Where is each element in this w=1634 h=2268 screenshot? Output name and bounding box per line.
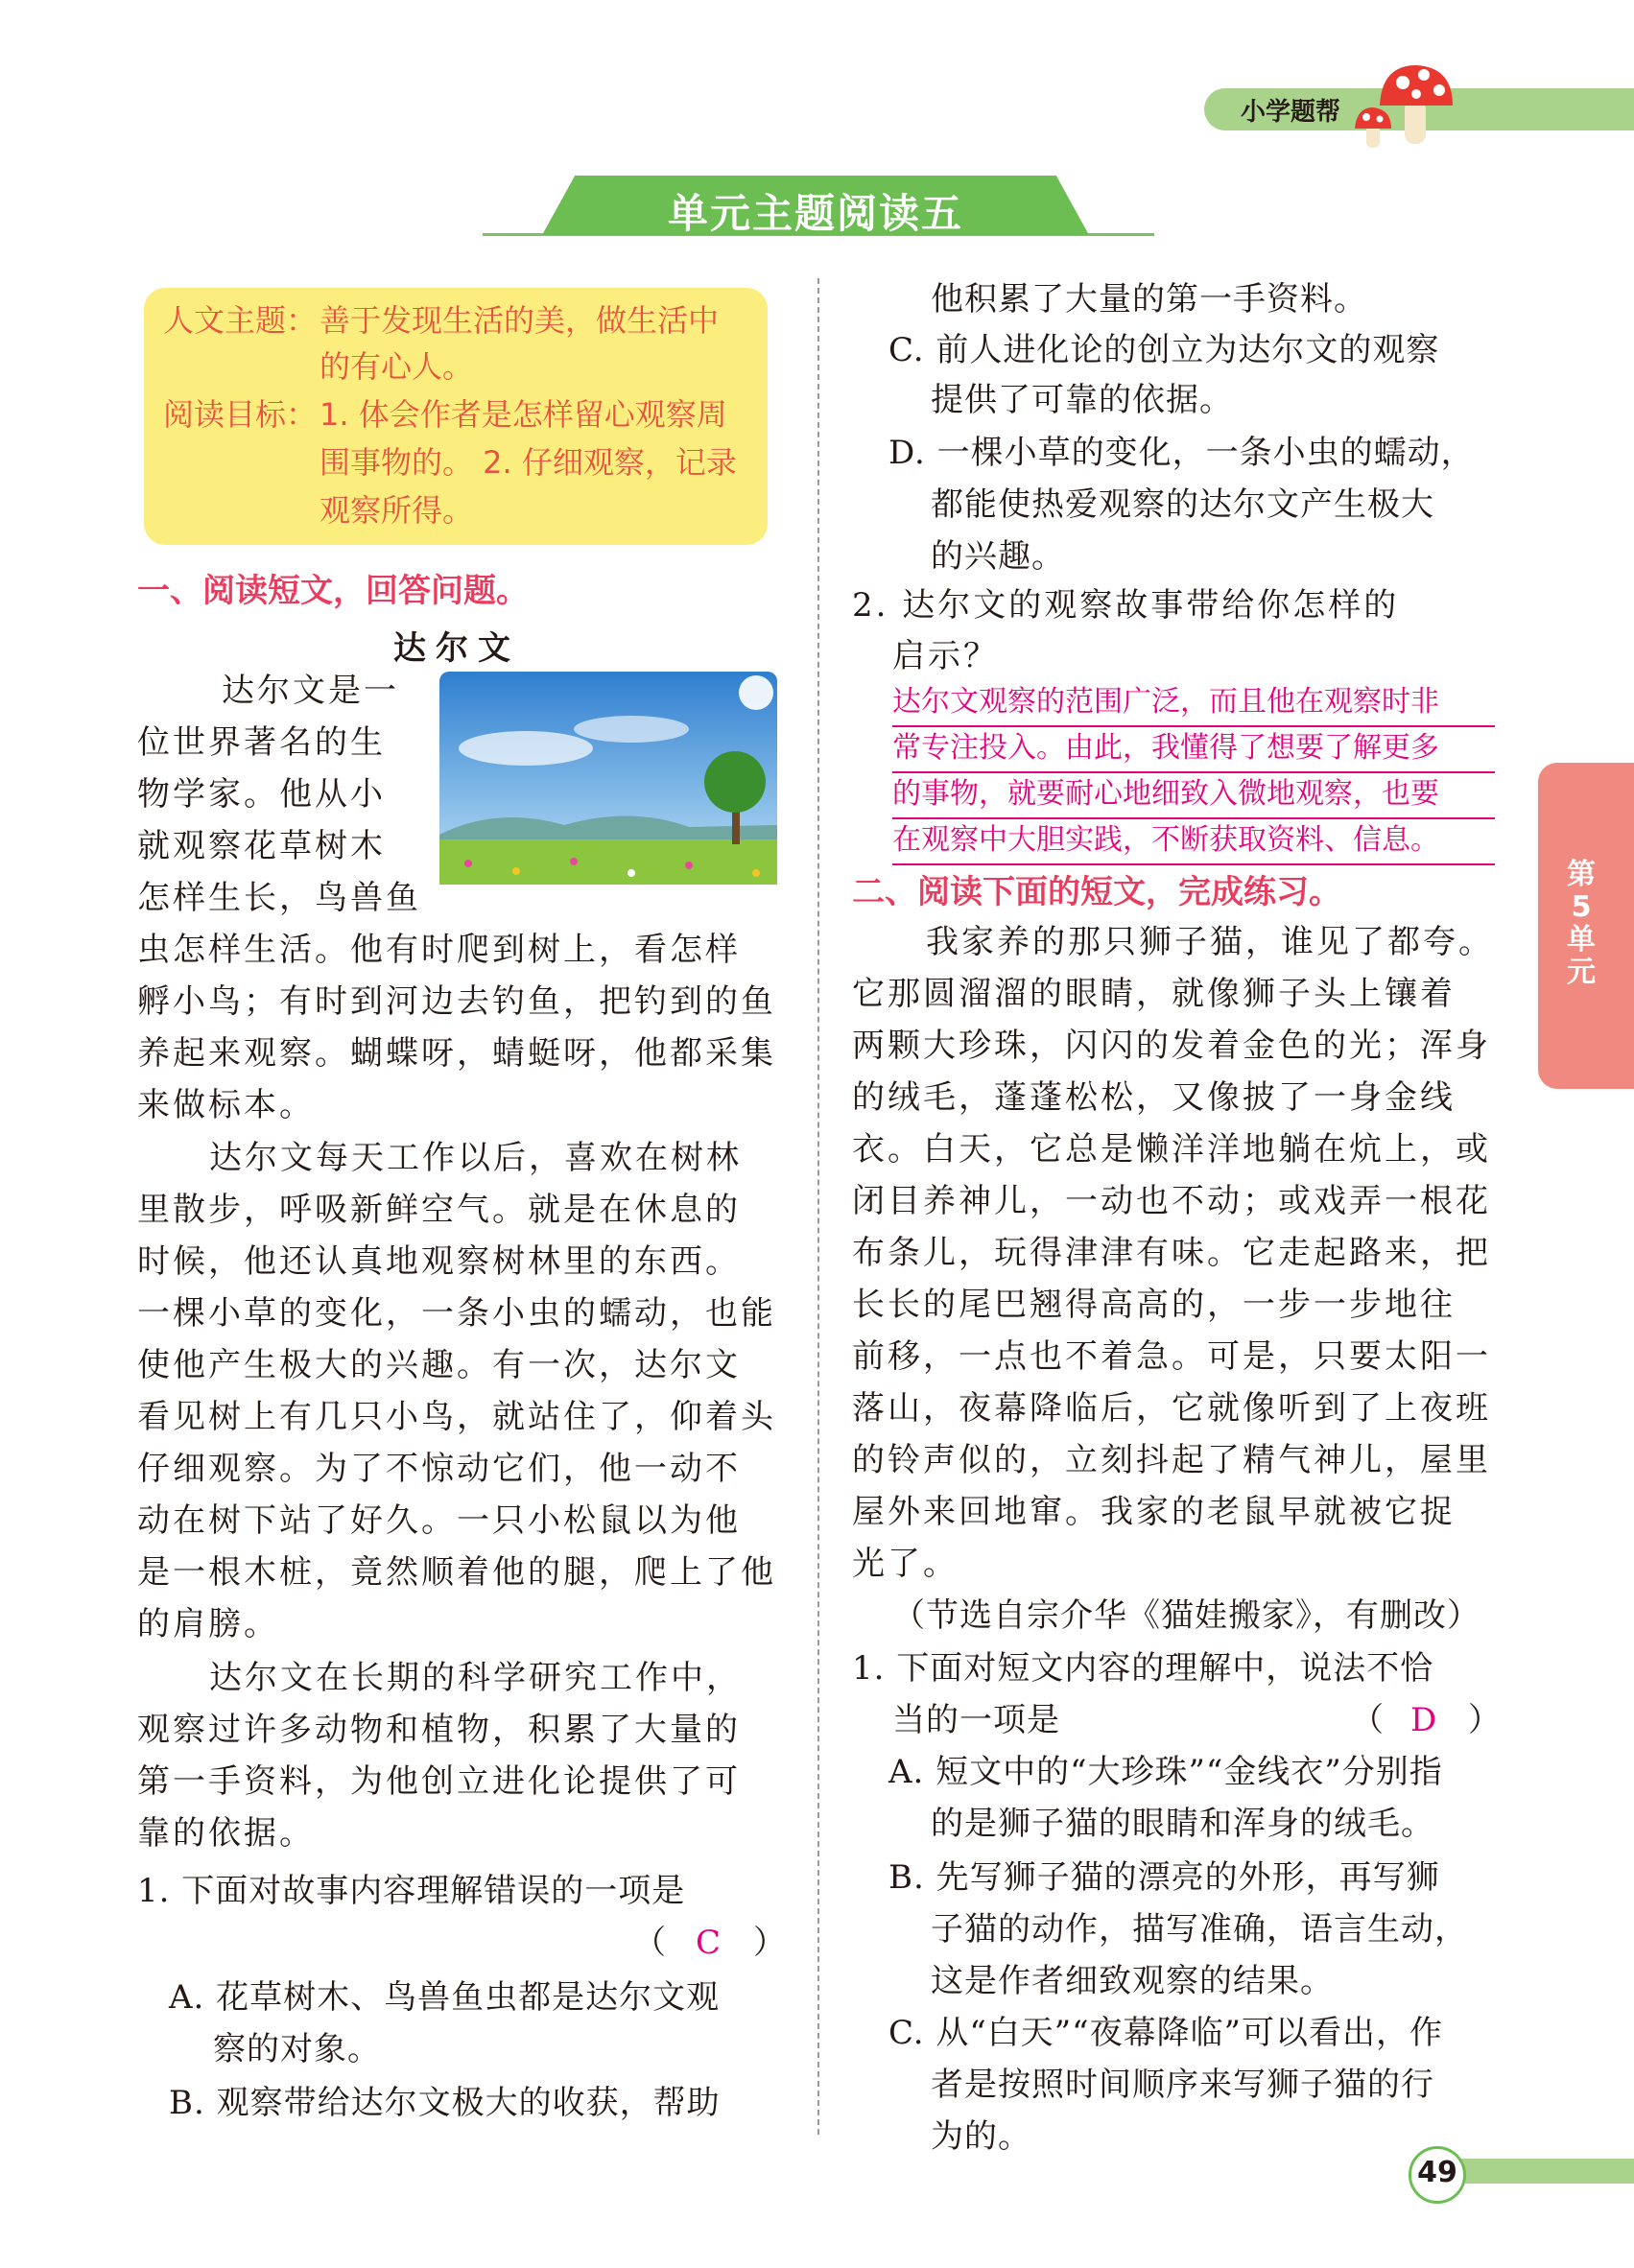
goal-key: 阅读目标： (163, 396, 318, 433)
answer-bracket-close: ） (753, 1924, 789, 1962)
cat-passage-line: 布条儿，玩得津津有味。它走起路来，把 (852, 1234, 1491, 1272)
option-a-cont: 的是狮子猫的眼睛和浑身的绒毛。 (931, 1805, 1434, 1843)
story-line: 位世界著名的生 (137, 723, 386, 762)
question-1: 1. 下面对故事内容理解错误的一项是 (137, 1872, 686, 1910)
brand-label: 小学题帮 (1241, 98, 1341, 127)
story-line: 达尔文是一 (222, 672, 399, 710)
cat-passage-line: 两颗大珍珠，闪闪的发着金色的光；浑身 (852, 1027, 1491, 1065)
option-c: C. 从“白天”“夜幕降临”可以看出，作 (888, 2014, 1443, 2052)
question-2: 2. 达尔文的观察故事带给你怎样的 (852, 586, 1400, 625)
humanities-value-1: 善于发现生活的美，做生活中 (320, 302, 720, 339)
option-d-cont: 都能使热爱观察的达尔文产生极大 (931, 485, 1434, 524)
option-b: B. 先写狮子猫的漂亮的外形，再写狮 (888, 1858, 1440, 1897)
goal-value-3: 观察所得。 (320, 492, 474, 529)
answer-choice[interactable]: D (1410, 1701, 1440, 1739)
unit-side-label: 第5单元 (1567, 858, 1596, 989)
answer-bracket-open: （ (633, 1924, 669, 1962)
page-number: 49 (1417, 2156, 1457, 2189)
question-s2-1: 1. 下面对短文内容的理解中，说法不恰 (852, 1649, 1434, 1688)
answer-choice[interactable]: C (696, 1924, 724, 1962)
cat-passage-line: 我家养的那只狮子猫，谁见了都夸。 (926, 923, 1494, 961)
option-c-cont: 提供了可靠的依据。 (931, 381, 1233, 419)
section-1-heading: 一、阅读短文，回答问题。 (137, 572, 529, 610)
story-line: 一棵小草的变化，一条小虫的蠕动，也能 (137, 1294, 776, 1333)
option-d: D. 一棵小草的变化，一条小虫的蠕动， (888, 434, 1475, 472)
written-answer-line[interactable]: 的事物，就要耐心地细致入微地观察，也要 (892, 771, 1495, 819)
story-line: 怎样生长，鸟兽鱼 (137, 879, 421, 917)
story-line: 的肩膀。 (137, 1605, 279, 1643)
cat-passage-line: 光了。 (852, 1545, 959, 1583)
cat-passage-line: 前移，一点也不着急。可是，只要太阳一 (852, 1337, 1491, 1376)
story-line: 观察过许多动物和植物，积累了大量的 (137, 1711, 741, 1749)
story-line: 是一根木桩，竟然顺着他的腿，爬上了他 (137, 1553, 776, 1592)
cat-passage-line: 闭目养神儿，一动也不动；或戏弄一根花 (852, 1182, 1491, 1220)
cat-passage-line: 的铃声似的，立刻抖起了精气神儿，屋里 (852, 1441, 1491, 1479)
page-title: 单元主题阅读五 (667, 190, 963, 237)
story-line: 达尔文在长期的科学研究工作中， (209, 1659, 742, 1697)
option-c-cont: 为的。 (931, 2117, 1031, 2156)
mushroom-icon (1353, 59, 1458, 151)
goal-value-1: 1. 体会作者是怎样留心观察周 (320, 396, 727, 433)
landscape-illustration (439, 672, 777, 885)
story-line: 孵小鸟；有时到河边去钓鱼，把钓到的鱼 (137, 982, 776, 1021)
story-line: 里散步，呼吸新鲜空气。就是在休息的 (137, 1191, 741, 1229)
question-2-cont: 启示？ (892, 637, 999, 675)
cat-passage-line: 它那圆溜溜的眼睛，就像狮子头上镶着 (852, 975, 1456, 1013)
story-line: 养起来观察。蝴蝶呀，蜻蜓呀，他都采集 (137, 1034, 776, 1073)
humanities-key: 人文主题： (163, 302, 318, 339)
humanities-value-2: 的有心人。 (320, 348, 474, 385)
option-a: A. 花草树木、鸟兽鱼虫都是达尔文观 (169, 1978, 721, 2017)
written-answer-line[interactable]: 在观察中大胆实践，不断获取资料、信息。 (892, 817, 1495, 865)
column-divider (817, 278, 819, 2135)
story-line: 达尔文每天工作以后，喜欢在树林 (209, 1139, 742, 1177)
cat-passage-line: 长长的尾巴翘得高高的，一步一步地往 (852, 1286, 1456, 1324)
story-line: 时候，他还认真地观察树林里的东西。 (137, 1242, 741, 1281)
option-c-cont: 者是按照时间顺序来写狮子猫的行 (931, 2066, 1434, 2104)
option-b-cont: 他积累了大量的第一手资料。 (931, 280, 1367, 319)
goal-value-2: 围事物的。 2. 仔细观察，记录 (320, 444, 737, 481)
story-line: 使他产生极大的兴趣。有一次，达尔文 (137, 1346, 741, 1384)
written-answer-line[interactable]: 达尔文观察的范围广泛，而且他在观察时非 (892, 679, 1495, 727)
option-d-cont: 的兴趣。 (931, 537, 1065, 576)
option-b-cont: 子猫的动作，描写准确，语言生动， (931, 1910, 1468, 1949)
answer-bracket-close: ） (1468, 1701, 1504, 1739)
option-b: B. 观察带给达尔文极大的收获，帮助 (169, 2084, 721, 2122)
option-a-cont: 察的对象。 (213, 2030, 381, 2068)
option-b-cont: 这是作者细致观察的结果。 (931, 1962, 1334, 2000)
written-answer-line[interactable]: 常专注投入。由此，我懂得了想要了解更多 (892, 725, 1495, 773)
story-line: 动在树下站了好久。一只小松鼠以为他 (137, 1501, 741, 1540)
story-line: 物学家。他从小 (137, 775, 386, 814)
section-2-heading: 二、阅读下面的短文，完成练习。 (852, 873, 1341, 911)
story-line: 仔细观察。为了不惊动它们，他一动不 (137, 1450, 741, 1488)
cat-passage-line: 屋外来回地窜。我家的老鼠早就被它捉 (852, 1493, 1456, 1531)
option-a: A. 短文中的“大珍珠”“金线衣”分别指 (888, 1753, 1443, 1791)
question-s2-1-cont: 当的一项是 (892, 1701, 1060, 1739)
story-line: 看见树上有几只小鸟，就站住了，仰着头 (137, 1398, 776, 1436)
cat-passage-line: 衣。白天，它总是懒洋洋地躺在炕上，或 (852, 1130, 1491, 1169)
story-title: 达尔文 (393, 629, 520, 668)
cat-passage-line: 的绒毛，蓬蓬松松，又像披了一身金线 (852, 1078, 1456, 1117)
passage-source: （节选自宗介华《猫娃搬家》，有删改） (892, 1596, 1480, 1635)
answer-bracket-open: （ (1351, 1701, 1386, 1739)
story-line: 第一手资料，为他创立进化论提供了可 (137, 1762, 741, 1801)
option-c: C. 前人进化论的创立为达尔文的观察 (888, 331, 1440, 369)
story-line: 靠的依据。 (137, 1814, 315, 1853)
story-line: 虫怎样生活。他有时爬到树上，看怎样 (137, 931, 741, 969)
cat-passage-line: 落山，夜幕降临后，它就像听到了上夜班 (852, 1389, 1491, 1428)
story-line: 来做标本。 (137, 1086, 315, 1124)
story-line: 就观察花草树木 (137, 827, 386, 865)
